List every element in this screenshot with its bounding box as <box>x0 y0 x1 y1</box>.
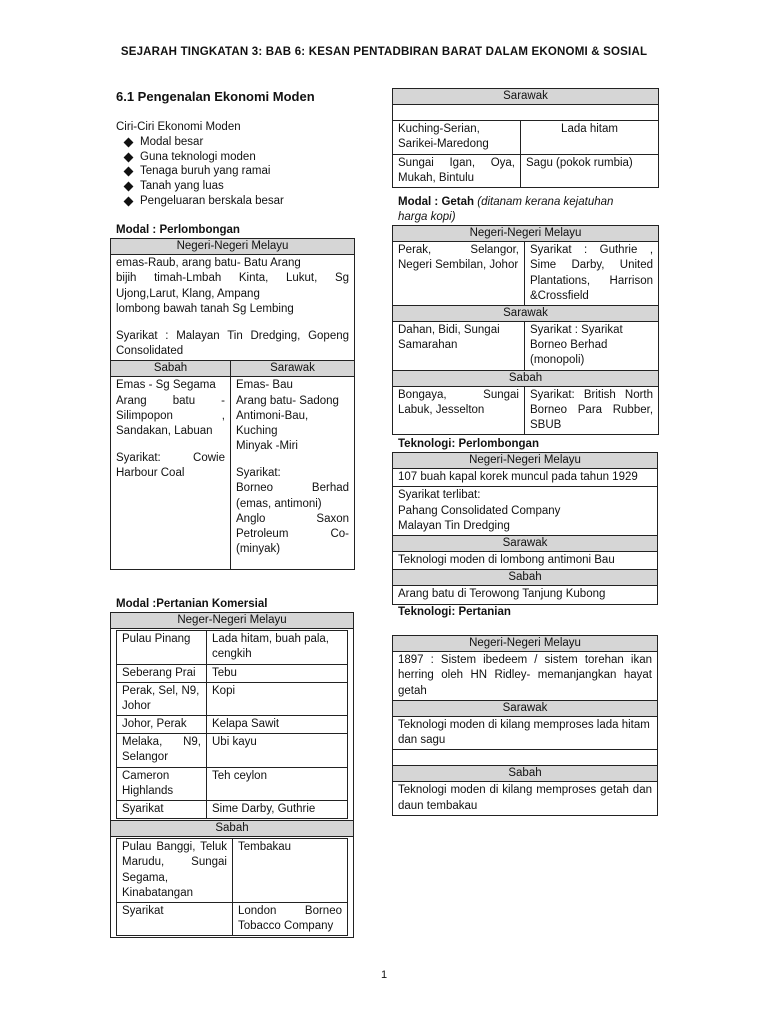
diamond-bullet-icon <box>124 167 134 177</box>
perlombongan-sabah-header: Sabah <box>111 361 231 377</box>
tek-perlombongan-heading: Teknologi: Perlombongan <box>398 438 539 450</box>
tek-pertanian-nnm-header: Negeri-Negeri Melayu <box>393 636 658 652</box>
table-row: Pulau Pinang Lada hitam, buah pala, cengkih <box>117 631 348 664</box>
table-row: Sungai Igan, Oya, Mukah, Bintulu Sagu (pokok rumbia) <box>393 154 659 187</box>
tek-pertanian-sabah-header: Sabah <box>393 766 658 782</box>
table-row: Seberang Prai Tebu <box>117 664 348 682</box>
pertanian-heading: Modal :Pertanian Komersial <box>116 598 268 610</box>
ciri-item: Guna teknologi moden <box>116 150 356 165</box>
perlombongan-heading: Modal : Perlombongan <box>116 224 240 236</box>
ciri-heading: Ciri-Ciri Ekonomi Moden <box>116 121 241 133</box>
perlombongan-sarawak-cell: Emas- Bau Arang batu- Sadong Antimoni-Bau, Kuching Minyak -Miri Syarikat: Borneo Berhad (emas, antimoni) Anglo Saxon Petroleum Co- (minyak) <box>231 377 355 570</box>
ciri-list <box>116 135 356 208</box>
table-row: Johor, Perak Kelapa Sawit <box>117 716 348 734</box>
perlombongan-table <box>110 238 355 570</box>
getah-nnm-header: Negeri-Negeri Melayu <box>393 226 659 242</box>
tek-pertanian-sarawak-header: Sarawak <box>393 700 658 716</box>
pertanian-sabah-inner-table <box>116 838 348 936</box>
tek-perlombongan-nnm-header: Negeri-Negeri Melayu <box>393 453 658 469</box>
getah-table: Negeri-Negeri Melayu Perak, Selangor, Negeri Sembilan, Johor Syarikat : Guthrie , Sime Darby, United Plantations, Harrison &Crossfield Sarawak Dahan, Bidi, Sungai Samarahan Syarikat : Syarikat Borneo Berhad (monopoli) Sabah Bongaya, Sungai Labuk, Jesselton Syarikat: British North Borneo Para Rubber, SBUB <box>392 225 659 435</box>
perlombongan-sarawak-header: Sarawak <box>231 361 355 377</box>
diamond-bullet-icon <box>124 182 134 192</box>
perlombongan-nnm-cell: emas-Raub, arang batu- Batu Arang bijih timah-Lmbah Kinta, Lukut, Sg Ujong,Larut, Klang, Ampang lombong bawah tanah Sg Lembing Syarikat : Malayan Tin Dredging, Gopeng Consolidated <box>111 255 355 361</box>
getah-sabah-header: Sabah <box>393 370 659 386</box>
pertanian-nnm-inner-table <box>116 630 348 819</box>
perlombongan-nnm-header: Negeri-Negeri Melayu <box>111 239 355 255</box>
tek-perlombongan-sarawak-header: Sarawak <box>393 535 658 551</box>
table-row: Kuching-Serian, Sarikei-Maredong Lada hitam <box>393 121 659 154</box>
diamond-bullet-icon <box>124 152 134 162</box>
ciri-item: Tenaga buruh yang ramai <box>116 164 356 179</box>
ciri-item: Modal besar <box>116 135 356 150</box>
pertanian-sabah-header: Sabah <box>111 821 354 837</box>
section-title: 6.1 Pengenalan Ekonomi Moden <box>116 89 315 104</box>
table-row: Pulau Banggi, Teluk Marudu, Sungai Segama, Kinabatangan Tembakau <box>117 839 348 903</box>
table-row: Syarikat Sime Darby, Guthrie <box>117 800 348 818</box>
sarawak-pertanian-table <box>392 88 659 188</box>
tek-pertanian-table: Negeri-Negeri Melayu 1897 : Sistem ibedeem / sistem torehan ikan herring oleh HN Ridley- memanjangkan hayat getah Sarawak Teknologi moden di kilang memproses lada hitam dan sagu Sabah Teknologi moden di kilang memproses getah dan daun tembakau <box>392 635 658 816</box>
getah-sarawak-header: Sarawak <box>393 305 659 321</box>
diamond-bullet-icon <box>124 196 134 206</box>
table-row: Syarikat London Borneo Tobacco Company <box>117 902 348 935</box>
page-number: 1 <box>380 969 388 981</box>
pertanian-table <box>110 612 354 938</box>
ciri-block <box>116 120 356 208</box>
tek-pertanian-heading: Teknologi: Pertanian <box>398 606 511 618</box>
sarawak-pertanian-header: Sarawak <box>393 89 659 105</box>
table-row: Melaka, N9, Selangor Ubi kayu <box>117 734 348 767</box>
tek-perlombongan-sabah-header: Sabah <box>393 570 658 586</box>
table-row: Cameron Highlands Teh ceylon <box>117 767 348 800</box>
tek-perlombongan-table: Negeri-Negeri Melayu 107 buah kapal korek muncul pada tahun 1929 Syarikat terlibat: Pahang Consolidated Company Malayan Tin Dredging Sarawak Teknologi moden di lombong antimoni Bau Sabah Arang batu di Terowong Tanjung Kubong <box>392 452 658 605</box>
table-row: Perak, Sel, N9, Johor Kopi <box>117 682 348 715</box>
ciri-item: Pengeluaran berskala besar <box>116 194 356 209</box>
perlombongan-sabah-cell: Emas - Sg Segama Arang batu - Silimpopon , Sandakan, Labuan Syarikat: Cowie Harbour Coal <box>111 377 231 570</box>
document-title: SEJARAH TINGKATAN 3: BAB 6: KESAN PENTADBIRAN BARAT DALAM EKONOMI & SOSIAL <box>120 46 648 58</box>
ciri-item: Tanah yang luas <box>116 179 356 194</box>
getah-heading: Modal : Getah (ditanam kerana kejatuhan harga kopi) <box>398 196 614 224</box>
diamond-bullet-icon <box>124 138 134 148</box>
pertanian-nnm-header: Neger-Negeri Melayu <box>111 613 354 629</box>
